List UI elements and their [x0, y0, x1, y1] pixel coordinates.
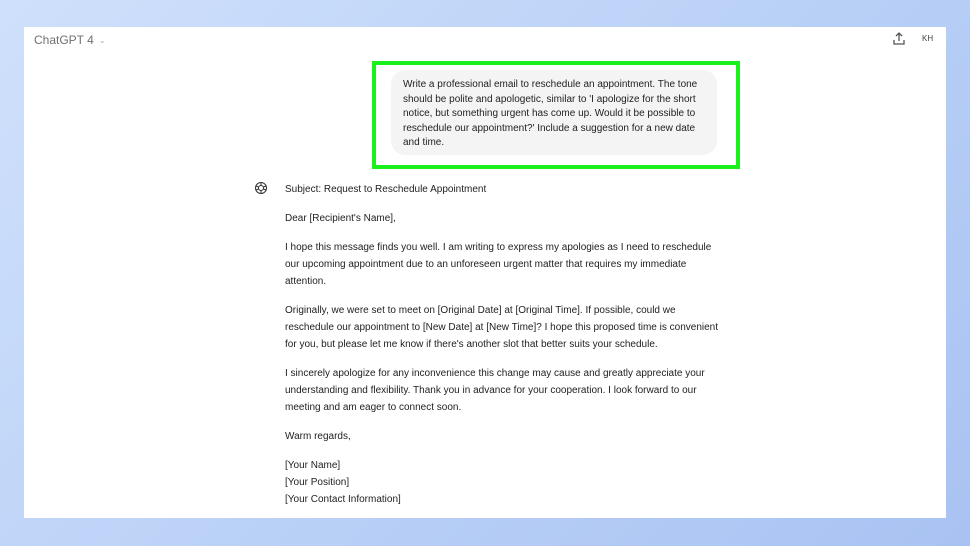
- response-line: I hope this message finds you well. I am writing to express my apologies as I need to reschedule: [285, 242, 712, 253]
- response-paragraph: [285, 239, 745, 290]
- user-avatar[interactable]: KH: [922, 34, 934, 43]
- response-paragraph: [285, 302, 745, 353]
- model-name: ChatGPT 4: [34, 33, 94, 47]
- response-line: Dear [Recipient's Name],: [285, 213, 396, 224]
- response-paragraph: [285, 181, 745, 198]
- response-line: Warm regards,: [285, 431, 351, 442]
- response-line: our upcoming appointment due to an unforeseen urgent matter that requires my immediate: [285, 259, 687, 270]
- assistant-response: [285, 181, 745, 518]
- response-line: understanding and flexibility. Thank you in advance for your cooperation. I look forward to our: [285, 385, 697, 396]
- response-line: attention.: [285, 276, 327, 287]
- response-line: [Your Position]: [285, 477, 350, 488]
- model-selector[interactable]: [34, 33, 106, 47]
- response-line: Subject: Request to Reschedule Appointment: [285, 184, 487, 195]
- user-message: Write a professional email to reschedule an appointment. The tone should be polite and apologetic, similar to 'I apologize for the short notice, but something urgent has come up. Would it be possible to reschedule our appointment?' Include a suggestion for a new date and time.: [391, 70, 717, 155]
- response-line: Originally, we were set to meet on [Original Date] at [Original Time]. If possible, could we: [285, 305, 676, 316]
- response-line: [Your Contact Information]: [285, 494, 401, 505]
- response-paragraph: [285, 428, 745, 445]
- response-line: meeting and am eager to connect soon.: [285, 402, 462, 413]
- response-paragraph: [285, 365, 745, 416]
- chat-window: [24, 27, 946, 518]
- share-icon[interactable]: [891, 31, 907, 47]
- response-paragraph: [285, 210, 745, 227]
- response-paragraph: [285, 457, 745, 508]
- response-line: I sincerely apologize for any inconvenience this change may cause and greatly appreciate your: [285, 368, 705, 379]
- response-line: [Your Name]: [285, 460, 341, 471]
- response-line: reschedule our appointment to [New Date] at [New Time]? I hope this proposed time is convenient: [285, 322, 719, 333]
- response-line: for you, but please let me know if there's another slot that better suits your schedule.: [285, 339, 658, 350]
- chevron-down-icon: ⌄: [98, 35, 106, 45]
- chatgpt-logo-icon: [254, 181, 268, 195]
